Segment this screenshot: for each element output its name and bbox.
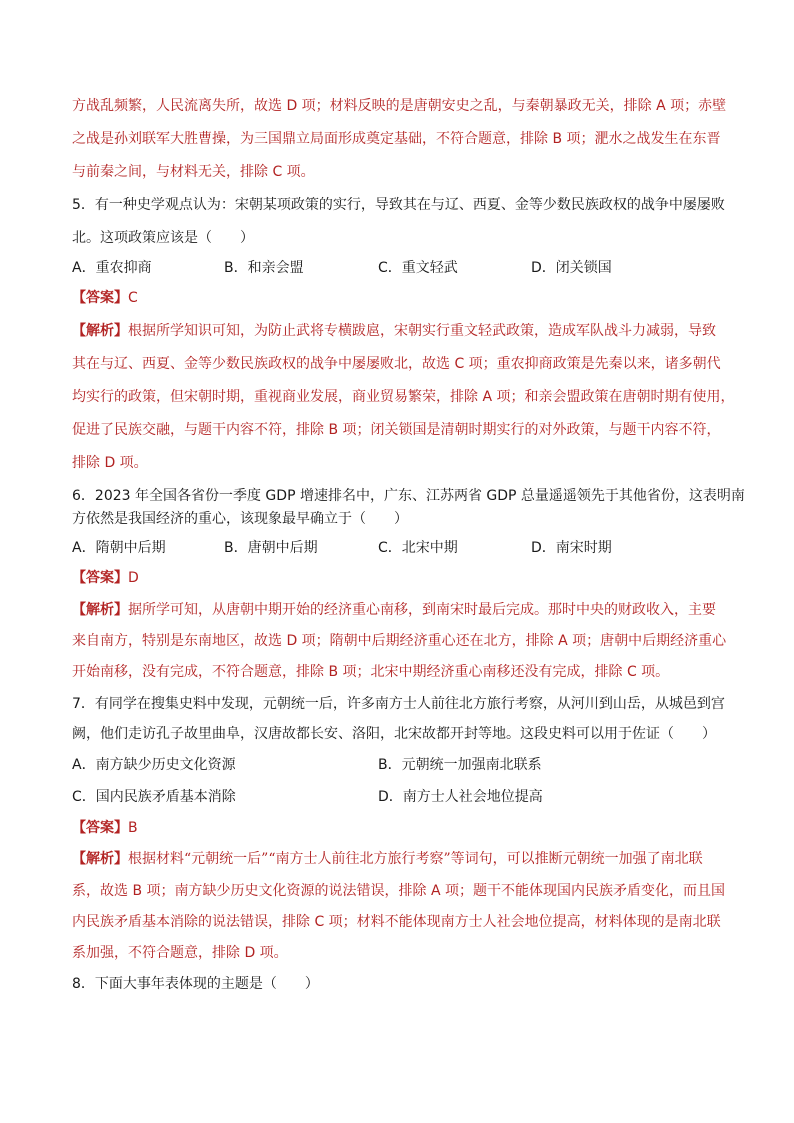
answer-line [72,288,138,308]
analysis-line [72,600,716,620]
analysis-text: 根据所学知识可知，为防止武将专横跋扈，宋朝实行重文轻武政策，造成军队战斗力减弱，导致 [128,323,716,339]
question-stem: 6．2023 年全国各省份一季度 GDP 增速排名中，广东、江苏两省 GDP 总量遥遥领先于其他省份，这表明南 [72,488,745,504]
option-c: C．国内民族矛盾基本消除 [72,789,236,805]
analysis-line: 内民族矛盾基本消除的说法错误，排除 C 项；材料不能体现南方士人社会地位提高，材料体现的是南北联 [72,914,721,930]
question-stem: 8．下面大事年表体现的主题是（ ） [72,976,319,992]
analysis-line: 开始南移，没有完成，不符合题意，排除 B 项；北宋中期经济重心南移还没有完成，排除 C 项。 [72,664,670,680]
analysis-line [72,321,716,341]
analysis-label: 【解析】 [72,323,128,339]
answer-label: 【答案】 [72,820,128,836]
question-stem: 北。这项政策应该是（ ） [72,230,254,246]
analysis-label: 【解析】 [72,602,128,618]
analysis-line: 之战是孙刘联军大胜曹操，为三国鼎立局面形成奠定基础，不符合题意，排除 B 项；淝水之战发生在东晋 [72,131,721,147]
analysis-line: 来自南方，特别是东南地区，故选 D 项；隋朝中后期经济重心还在北方，排除 A 项；唐朝中后期经济重心 [72,633,727,649]
answer-value: C [128,290,138,306]
option-d: D．南方士人社会地位提高 [378,789,543,805]
answer-value: D [128,570,139,586]
answer-label: 【答案】 [72,290,128,306]
option-c: C．重文轻武 [378,260,458,276]
analysis-text: 根据材料 [128,851,184,867]
option-a: A．南方缺少历史文化资源 [72,757,236,773]
answer-value: B [128,820,138,836]
answer-line [72,818,138,838]
analysis-label: 【解析】 [72,851,128,867]
analysis-line: 其在与辽、西夏、金等少数民族政权的战争中屡屡败北，故选 C 项；重农抑商政策是先秦以来，诸多朝代 [72,356,721,372]
analysis-line: 与前秦之间，与材料无关，排除 C 项。 [72,164,315,180]
question-stem: 7．有同学在搜集史料中发现，元朝统一后，许多南方士人前往北方旅行考察，从河川到山岳，从城邑到宫 [72,696,725,712]
question-stem: 5．有一种史学观点认为：宋朝某项政策的实行，导致其在与辽、西夏、金等少数民族政权的战争中屡屡败 [72,197,725,213]
option-b: B．元朝统一加强南北联系 [378,757,542,773]
analysis-line: 系，故选 B 项；南方缺少历史文化资源的说法错误，排除 A 项；题干不能体现国内民族矛盾变化，而且国 [72,883,725,899]
answer-line [72,568,139,588]
question-stem: 方依然是我国经济的重心，该现象最早确立于（ ） [72,511,408,527]
question-stem: 阙，他们走访孔子故里曲阜，汉唐故都长安、洛阳，北宋故都开封等地。这段史料可以用于佐证（ ） [72,726,716,742]
analysis-line: 均实行的政策，但宋朝时期，重视商业发展，商业贸易繁荣，排除 A 项；和亲会盟政策在唐朝时期有使用， [72,389,735,405]
analysis-text: 等词句，可以推断元朝统一加强了南北联 [450,851,703,867]
option-a: A．重农抑商 [72,260,152,276]
answer-label: 【答案】 [72,570,128,586]
option-c: C．北宋中期 [378,540,458,556]
option-d: D．南宋时期 [531,540,612,556]
analysis-line: 排除 D 项。 [72,455,148,471]
analysis-quote: “元朝统一后”“南方士人前往北方旅行考察” [184,851,451,867]
option-a: A．隋朝中后期 [72,540,166,556]
analysis-line: 促进了民族交融，与题干内容不符，排除 B 项；闭关锁国是清朝时期实行的对外政策，与题干内容不符， [72,422,721,438]
analysis-line [72,849,703,869]
analysis-line: 系加强，不符合题意，排除 D 项。 [72,945,288,961]
analysis-text: 据所学可知，从唐朝中期开始的经济重心南移，到南宋时最后完成。那时中央的财政收入，主要 [128,602,716,618]
option-b: B．和亲会盟 [224,260,304,276]
option-b: B．唐朝中后期 [224,540,318,556]
option-d: D．闭关锁国 [531,260,612,276]
analysis-line: 方战乱频繁，人民流离失所，故选 D 项；材料反映的是唐朝安史之乱，与秦朝暴政无关，排除 A 项；赤壁 [72,98,727,114]
